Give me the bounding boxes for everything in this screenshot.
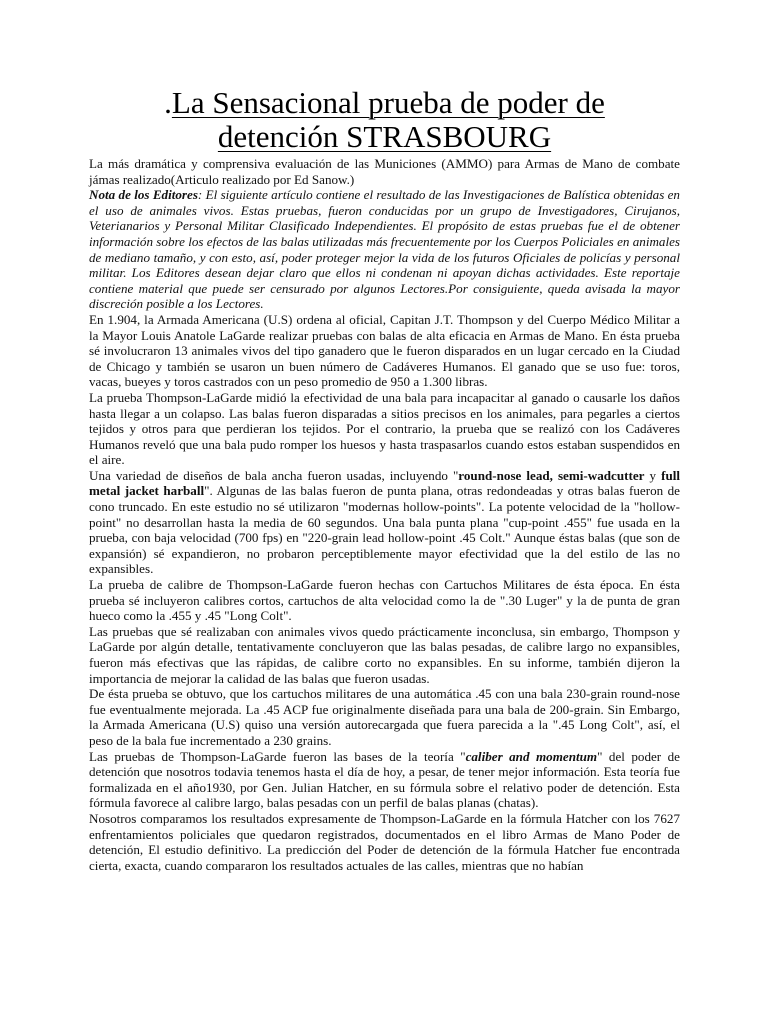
paragraph-3-part-b: y bbox=[644, 467, 662, 483]
title-line-1: La Sensacional prueba de poder de bbox=[171, 85, 605, 120]
paragraph-7-part-b: " del poder de detención que nosotros todavia tenemos hasta el día de hoy, a pesar, de tener mejor información. Esta teoría fue formalizada en el año1930, por Gen. Julian Hatcher, en su fórmula sobre el relativo poder de detención. Esta fórmula favorece al calibre largo, balas pesadas con un perfil de balas planas (chatas). bbox=[89, 748, 680, 811]
paragraph-4: La prueba de calibre de Thompson-LaGarde fueron hechas con Cartuchos Militares de ésta época. En ésta prueba sé incluyeron calibres cortos, cartuchos de alta velocidad como la de ".30 Luger" y la de punta de gran hueco como la .455 y .45 "Long Colt". bbox=[89, 577, 680, 624]
paragraph-1: En 1.904, la Armada Americana (U.S) ordena al oficial, Capitan J.T. Thompson y del Cuerpo Médico Militar a la Mayor Louis Anatole LaGarde realizar pruebas con balas de alta eficacia en Armas de Mano. En ésta prueba sé involucraron 13 animales vivos del tipo ganadero que le fueron disparados en un lugar cercado en la Ciudad de Chicago y también se usaron un buen número de Cadáveres Humanos. El ganado que se uso fue: toros, vacas, bueyes y toros castrados con un peso promedio de 950 a 1.300 libras. bbox=[89, 311, 680, 390]
title-line-2: detención STRASBOURG bbox=[217, 119, 552, 154]
paragraph-3-bold-2: full metal jacket harball bbox=[89, 467, 681, 499]
paragraph-3-bold-1: round-nose lead, semi-wadcutter bbox=[458, 467, 645, 483]
paragraph-7 bbox=[89, 749, 680, 811]
title-prefix: . bbox=[164, 85, 172, 120]
paragraph-8: Nosotros comparamos los resultados expresamente de Thompson-LaGarde en la fórmula Hatcher con los 7627 enfrentamientos policiales que quedaron registrados, documentados en el libro Armas de Mano Poder de detención, El estudio definitivo. La predicción del Poder de detención de la fórmula Hatcher fue encontrada cierta, exacta, cuando compararon los resultados actuales de las calles, mientras que no habían bbox=[89, 810, 680, 873]
editors-note-label: Nota de los Editores bbox=[89, 187, 198, 203]
page-title bbox=[89, 0, 680, 154]
article-body bbox=[89, 156, 680, 873]
paragraph-3-part-c: ". Algunas de las balas fueron de punta plana, otras redondeadas y otras balas fueron de cono truncado. En este estudio no sé utilizaron "modernas hollow-points". La potente velocidad de la "hollow-point" no desarrollan hasta la media de 60 segundos. Una bala punta plana "cup-point .455" fue usada en la prueba, con baja velocidad (700 fps) en "220-grain lead hollow-point .45 Colt." Aunque éstas balas (que son de expansión) sé expandieron, no probaron perceptiblemente mayor efectividad que la del estilo de las no expansibles. bbox=[89, 483, 680, 577]
paragraph-7-emphasis: caliber and momentum bbox=[465, 748, 598, 764]
paragraph-3 bbox=[89, 468, 680, 577]
paragraph-2: La prueba Thompson-LaGarde midió la efectividad de una bala para incapacitar al ganado o causarle los daños hasta llegar a un colapso. Las balas fueron disparadas a sitios precisos en los animales, para pegarles a ciertos tejidos y otros para que perdieran los tejidos. Por el contrario, la prueba que se realizó con los Cadáveres Humanos reveló que una bala pudo romper los huesos y hasta traspasarlos cuando estos estaban suspendidos en el aire. bbox=[89, 389, 680, 468]
editors-note bbox=[89, 187, 680, 312]
paragraph-6: De ésta prueba se obtuvo, que los cartuchos militares de una automática .45 con una bala 230-grain round-nose fue eventualmente mejorada. La .45 ACP fue originalmente diseñada para una bala de 200-grain. Sin Embargo, la Armada Americana (U.S) quiso una versión autorecargada que fuera parecida a la ".45 Long Colt", así, el peso de la bala fue incrementado a 230 grains. bbox=[89, 686, 680, 748]
paragraph-5: Las pruebas que sé realizaban con animales vivos quedo prácticamente inconclusa, sin embargo, Thompson y LaGarde por algún detalle, tentativamente concluyeron que las balas pesadas, de calibre largo no expansibles, fueron más efectivas que las rápidas, de calibre corto no expansibles. En su informe, también dijeron la importancia de mejorar la calidad de las balas que fueron usadas. bbox=[89, 623, 680, 686]
paragraph-3-part-a: Una variedad de diseños de bala ancha fueron usadas, incluyendo " bbox=[89, 467, 459, 483]
paragraph-7-part-a: Las pruebas de Thompson-LaGarde fueron las bases de la teoría " bbox=[89, 748, 466, 764]
intro-paragraph: La más dramática y comprensiva evaluación de las Municiones (AMMO) para Armas de Mano de combate jámas realizado(Articulo realizado por Ed Sanow.) bbox=[89, 156, 680, 187]
editors-note-text: : El siguiente artículo contiene el resultado de las Investigaciones de Balística obtenidas en el uso de animales vivos. Estas pruebas, fueron conducidas por un grupo de Investigadores, Cirujanos, Veterianarios y Personal Militar Clasificado Independientes. El propósito de estas pruebas fue el de obtener información sobre los efectos de las balas utilizadas más frecuentemente por los Cuerpos Policiales en animales de mediano tamaño, y con esto, así, poder proteger mejor la vida de los futuros Oficiales de policías y personal militar. Los Editores desean dejar claro que ellos ni condenan ni apoyan dichas actividades. Este reportaje contiene material que puede ser censurado por algunos Lectores.Por consiguiente, queda avisada la mayor discreción posible a los Lectores. bbox=[89, 187, 680, 312]
